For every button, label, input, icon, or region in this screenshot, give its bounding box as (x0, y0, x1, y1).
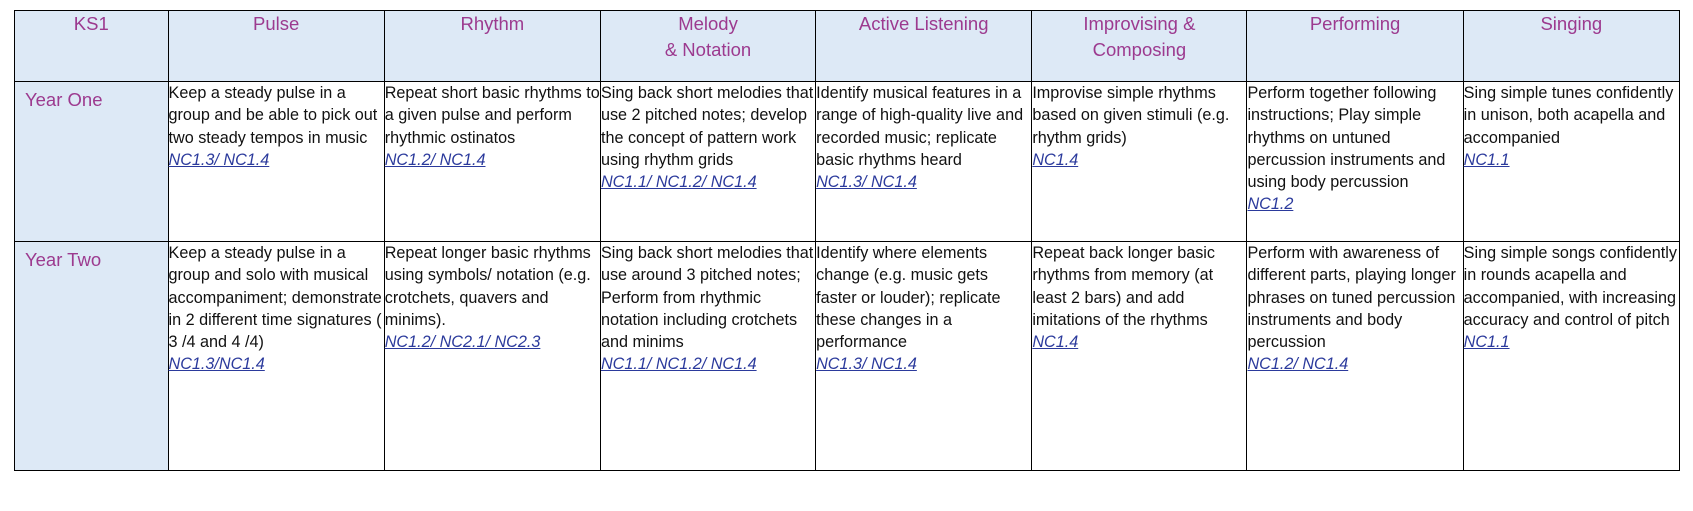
table-row-year-two (15, 242, 1680, 471)
column-header-melody-notation (600, 11, 815, 82)
cell-text: Sing simple songs confidently in rounds acapella and accompanied, with increasing accuracy and control of pitch (1463, 244, 1677, 329)
cell-text: Repeat short basic rhythms to a given pulse and perform rhythmic ostinatos (384, 84, 600, 147)
table-cell (1463, 242, 1679, 471)
column-header-performing (1247, 11, 1463, 82)
cell-text: Sing back short melodies that use 2 pitched notes; develop the concept of pattern work using rhythm grids (600, 84, 814, 169)
cell-text: Improvise simple rhythms based on given stimuli (e.g. rhythm grids) (1032, 84, 1230, 147)
column-header-label: Singing (1540, 13, 1603, 34)
table-cell (384, 82, 600, 242)
column-header-active-listening (816, 11, 1032, 82)
nc-reference-link[interactable]: NC1.4 (1032, 150, 1079, 169)
cell-text: Sing back short melodies that use around 3 pitched notes; Perform from rhythmic notation including crotchets and minims (600, 244, 814, 352)
music-curriculum-table (14, 10, 1680, 471)
nc-reference-link[interactable]: NC1.4 (1032, 333, 1079, 352)
table-cell (600, 82, 815, 242)
column-header-label: Pulse (252, 13, 300, 34)
table-cell (600, 242, 815, 471)
nc-reference-link[interactable]: NC1.3/ NC1.4 (816, 355, 917, 374)
column-header-label: Improvising & Composing (1083, 13, 1196, 60)
nc-reference-link[interactable]: NC1.2 (1247, 195, 1294, 214)
nc-reference-link[interactable]: NC1.2/ NC1.4 (1247, 355, 1349, 374)
table-cell (1247, 82, 1463, 242)
cell-text: Identify musical features in a range of high-quality live and recorded music; replicate basic rhythms heard (816, 84, 1024, 169)
cell-text: Keep a steady pulse in a group and solo with musical accompaniment; demonstrate in 2 different time signatures ( 3 /4 and 4 /4) (168, 244, 382, 352)
column-header-label: Active Listening (858, 13, 989, 34)
cell-text: Perform with awareness of different parts, playing longer phrases on tuned percussion instruments and body percussion (1247, 244, 1456, 352)
column-header-label: Performing (1309, 13, 1401, 34)
table-cell (1032, 82, 1247, 242)
table-cell (816, 82, 1032, 242)
cell-text: Repeat longer basic rhythms using symbols/ notation (e.g. crotchets, quavers and minims). (384, 244, 591, 329)
column-header-rhythm (384, 11, 600, 82)
table-cell (1463, 82, 1679, 242)
column-header-label: Melody & Notation (664, 13, 752, 60)
nc-reference-link[interactable]: NC1.3/NC1.4 (168, 355, 265, 374)
nc-reference-link[interactable]: NC1.3/ NC1.4 (168, 150, 270, 169)
nc-reference-link[interactable]: NC1.1/ NC1.2/ NC1.4 (600, 173, 757, 192)
nc-reference-link[interactable]: NC1.2/ NC1.4 (384, 150, 486, 169)
key-stage-label: KS1 (73, 13, 109, 34)
table-cell (168, 82, 384, 242)
column-header-pulse (168, 11, 384, 82)
column-header-singing (1463, 11, 1679, 82)
row-header-label: Year One (25, 89, 103, 110)
nc-reference-link[interactable]: NC1.1 (1463, 150, 1510, 169)
cell-text: Perform together following instructions; Play simple rhythms on untuned percussion instruments and using body percussion (1247, 84, 1446, 192)
nc-reference-link[interactable]: NC1.1 (1463, 333, 1510, 352)
table-cell (1247, 242, 1463, 471)
table-cell (816, 242, 1032, 471)
table-cell (168, 242, 384, 471)
nc-reference-link[interactable]: NC1.1/ NC1.2/ NC1.4 (600, 355, 757, 374)
curriculum-table-wrapper (14, 10, 1680, 471)
cell-text: Keep a steady pulse in a group and be able to pick out two steady tempos in music (168, 84, 378, 147)
cell-text: Identify where elements change (e.g. music gets faster or louder); replicate these changes in a performance (816, 244, 1001, 352)
cell-text: Repeat back longer basic rhythms from memory (at least 2 bars) and add imitations of the rhythms (1032, 244, 1215, 329)
cell-text: Sing simple tunes confidently in unison, both acapella and accompanied (1463, 84, 1674, 147)
nc-reference-link[interactable]: NC1.3/ NC1.4 (816, 173, 917, 192)
row-header-year-one (15, 82, 169, 242)
header-row (15, 11, 1680, 82)
nc-reference-link[interactable]: NC1.2/ NC2.1/ NC2.3 (384, 333, 541, 352)
table-cell (384, 242, 600, 471)
table-cell (1032, 242, 1247, 471)
column-header-label: Rhythm (460, 13, 525, 34)
row-header-year-two (15, 242, 169, 471)
key-stage-header (15, 11, 169, 82)
row-header-label: Year Two (25, 249, 102, 270)
column-header-improvising-composing (1032, 11, 1247, 82)
table-row-year-one (15, 82, 1680, 242)
